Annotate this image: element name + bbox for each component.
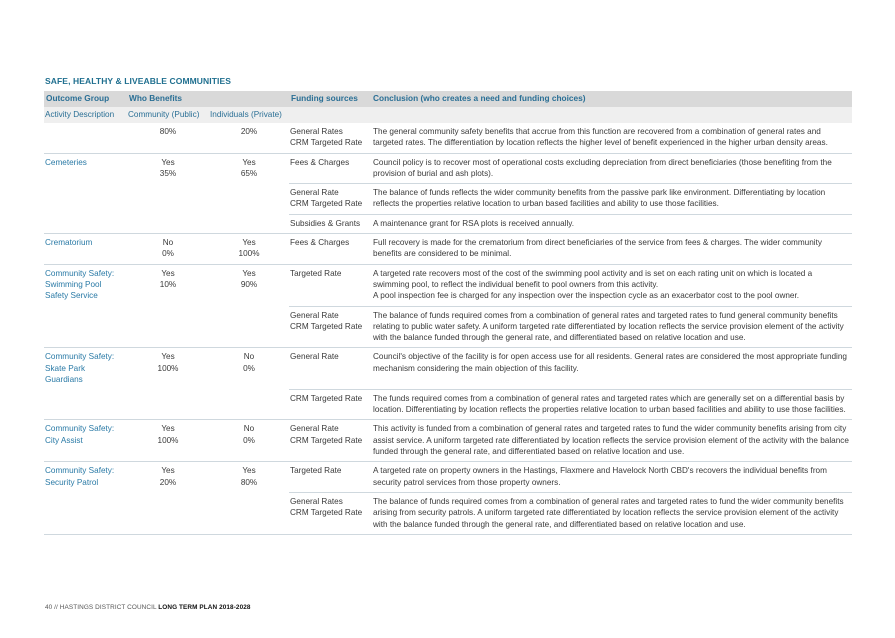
table-row [44, 184, 852, 215]
cell-individuals-private: 20% [209, 123, 289, 153]
cell-funding-sources: CRM Targeted Rate [289, 389, 371, 420]
cell-conclusion: Full recovery is made for the crematorium from direct beneficiaries of the service from fees & charges. The wider community benefits are considered to be minimal. [371, 234, 852, 265]
header-outcome-group: Outcome Group [44, 91, 127, 107]
cell-individuals-private: No 0% [209, 420, 289, 462]
table-row [44, 492, 852, 534]
cell-community-public [127, 306, 209, 348]
cell-conclusion: A maintenance grant for RSA plots is received annually. [371, 214, 852, 233]
cell-funding-sources: Targeted Rate [289, 462, 371, 493]
cell-funding-sources: General Rate CRM Targeted Rate [289, 306, 371, 348]
cell-individuals-private: Yes 90% [240, 268, 258, 289]
page-footer [45, 604, 251, 611]
cell-individuals-private: Yes 100% [209, 234, 289, 265]
cell-activity [44, 214, 127, 233]
subheader-community-public: Community (Public) [127, 107, 209, 123]
cell-individuals-private [209, 492, 289, 534]
header-funding-sources: Funding sources [289, 91, 371, 107]
cell-community-public: Yes 100% [127, 420, 209, 462]
header-who-benefits: Who Benefits [127, 91, 289, 107]
cell-activity [44, 123, 127, 153]
cell-activity: Cemeteries [45, 157, 87, 167]
section-title: SAFE, HEALTHY & LIVEABLE COMMUNITIES [45, 76, 232, 86]
table-row [44, 348, 852, 389]
cell-funding-sources: Subsidies & Grants [289, 214, 371, 233]
cell-individuals-private: Yes 80% [240, 466, 258, 487]
table-header-row [44, 91, 852, 107]
cell-conclusion: This activity is funded from a combination of general rates and targeted rates to fund the wider community benefits arising from city assist service. A uniform targeted rate differentiated by location reflects the service provision element of the activity with the balance funded through the general rate, and differentiated based on relative location and use. [371, 420, 852, 462]
cell-individuals-private [209, 389, 289, 420]
cell-conclusion: Council policy is to recover most of operational costs excluding depreciation from direct beneficiaries (those benefiting from the provision of burial and ash plots). [371, 153, 852, 184]
cell-conclusion: The funds required comes from a combination of general rates and targeted rates which are generally set on a differential basis by location. Differentiating by location reflects the properties relative location to urban based facilities and ability to use those facilities. [371, 389, 852, 420]
cell-community-public: Yes 100% [157, 352, 179, 373]
cell-funding-sources: General Rate [289, 348, 371, 389]
cell-community-public: Yes 35% [159, 157, 177, 178]
cell-funding-sources: General Rate CRM Targeted Rate [289, 184, 371, 215]
cell-activity: Community Safety: Skate Park Guardians [45, 352, 115, 385]
cell-community-public: 80% [127, 123, 209, 153]
cell-activity: Crematorium [44, 234, 127, 265]
cell-conclusion: A targeted rate on property owners in the Hastings, Flaxmere and Havelock North CBD's recovers the individual benefits from security patrol services from those property owners. [371, 462, 852, 493]
cell-individuals-private [209, 214, 289, 233]
cell-activity: Community Safety: City Assist [44, 420, 127, 462]
footer-plan-title: LONG TERM PLAN 2018-2028 [158, 604, 251, 611]
table-row [44, 123, 852, 153]
table-row [44, 234, 852, 265]
cell-community-public [127, 389, 209, 420]
cell-activity [44, 389, 127, 420]
cell-community-public [127, 492, 209, 534]
cell-funding-sources: Fees & Charges [289, 234, 371, 265]
cell-conclusion: The general community safety benefits that accrue from this function are recovered from a combination of general rates and targeted rates. The differentiation by location reflects the higher level of benefit experienced in the higher urban density areas. [371, 123, 852, 153]
cell-funding-sources: General Rates CRM Targeted Rate [289, 123, 371, 153]
cell-community-public [127, 184, 209, 215]
table-row [44, 264, 852, 306]
benefits-funding-table [44, 91, 852, 535]
table-subheader-row [44, 107, 852, 123]
table-row [44, 214, 852, 233]
cell-activity: Community Safety: Swimming Pool Safety Service [45, 268, 115, 301]
table-row [44, 153, 852, 184]
cell-funding-sources: General Rate CRM Targeted Rate [289, 420, 371, 462]
table-row [44, 389, 852, 420]
table-row [44, 306, 852, 348]
header-conclusion: Conclusion (who creates a need and funding choices) [371, 91, 852, 107]
cell-activity [44, 492, 127, 534]
cell-community-public: No 0% [127, 234, 209, 265]
cell-conclusion: The balance of funds required comes from a combination of general rates and targeted rates to fund the wider community benefits arising from security patrols. A uniform targeted rate differentiated by location reflects the service provision element of the activity with the balance funded through the general rate, and differentiated based on relative location and use. [371, 492, 852, 534]
subheader-empty [371, 107, 852, 123]
cell-funding-sources: General Rates CRM Targeted Rate [289, 492, 371, 534]
table-body [44, 123, 852, 534]
subheader-individuals-private: Individuals (Private) [209, 107, 289, 123]
table-row [44, 462, 852, 493]
cell-conclusion: The balance of funds reflects the wider community benefits from the passive park like environment. Differentiating by location reflects the properties relative location to urban based facilities and ability to use those facilities. [371, 184, 852, 215]
cell-activity: Community Safety: Security Patrol [45, 466, 115, 487]
cell-community-public [127, 214, 209, 233]
cell-conclusion: The balance of funds required comes from a combination of general rates and targeted rates to fund general community benefits relating to public water safety. A uniform targeted rate differentiated by location reflects the service provision element of the activity with the balance funded through the general rate, and differentiated based on relative location and use. [371, 306, 852, 348]
cell-individuals-private: Yes 65% [240, 157, 258, 178]
cell-individuals-private: No 0% [243, 352, 255, 373]
table-row [44, 420, 852, 462]
cell-activity [44, 184, 127, 215]
subheader-activity-description: Activity Description [44, 107, 127, 123]
cell-conclusion: Council's objective of the facility is for open access use for all residents. General rates are considered the most appropriate funding mechanism considering the main objection of this facility. [371, 348, 852, 389]
footer-prefix: 40 // HASTINGS DISTRICT COUNCIL [45, 604, 157, 611]
subheader-empty [289, 107, 371, 123]
cell-individuals-private [209, 184, 289, 215]
cell-conclusion: A targeted rate recovers most of the cost of the swimming pool activity and is set on each rating unit on which is located a swimming pool, to reflect the individual benefit to pool owners from this activity. A pool inspection fee is charged for any inspection over the inspection cycle as an exacerbator cost to the pool owner. [371, 264, 852, 306]
cell-activity [44, 306, 127, 348]
cell-individuals-private [209, 306, 289, 348]
cell-funding-sources: Targeted Rate [289, 264, 371, 306]
cell-funding-sources: Fees & Charges [289, 153, 371, 184]
cell-community-public: Yes 20% [159, 466, 177, 487]
cell-community-public: Yes 10% [159, 268, 177, 289]
